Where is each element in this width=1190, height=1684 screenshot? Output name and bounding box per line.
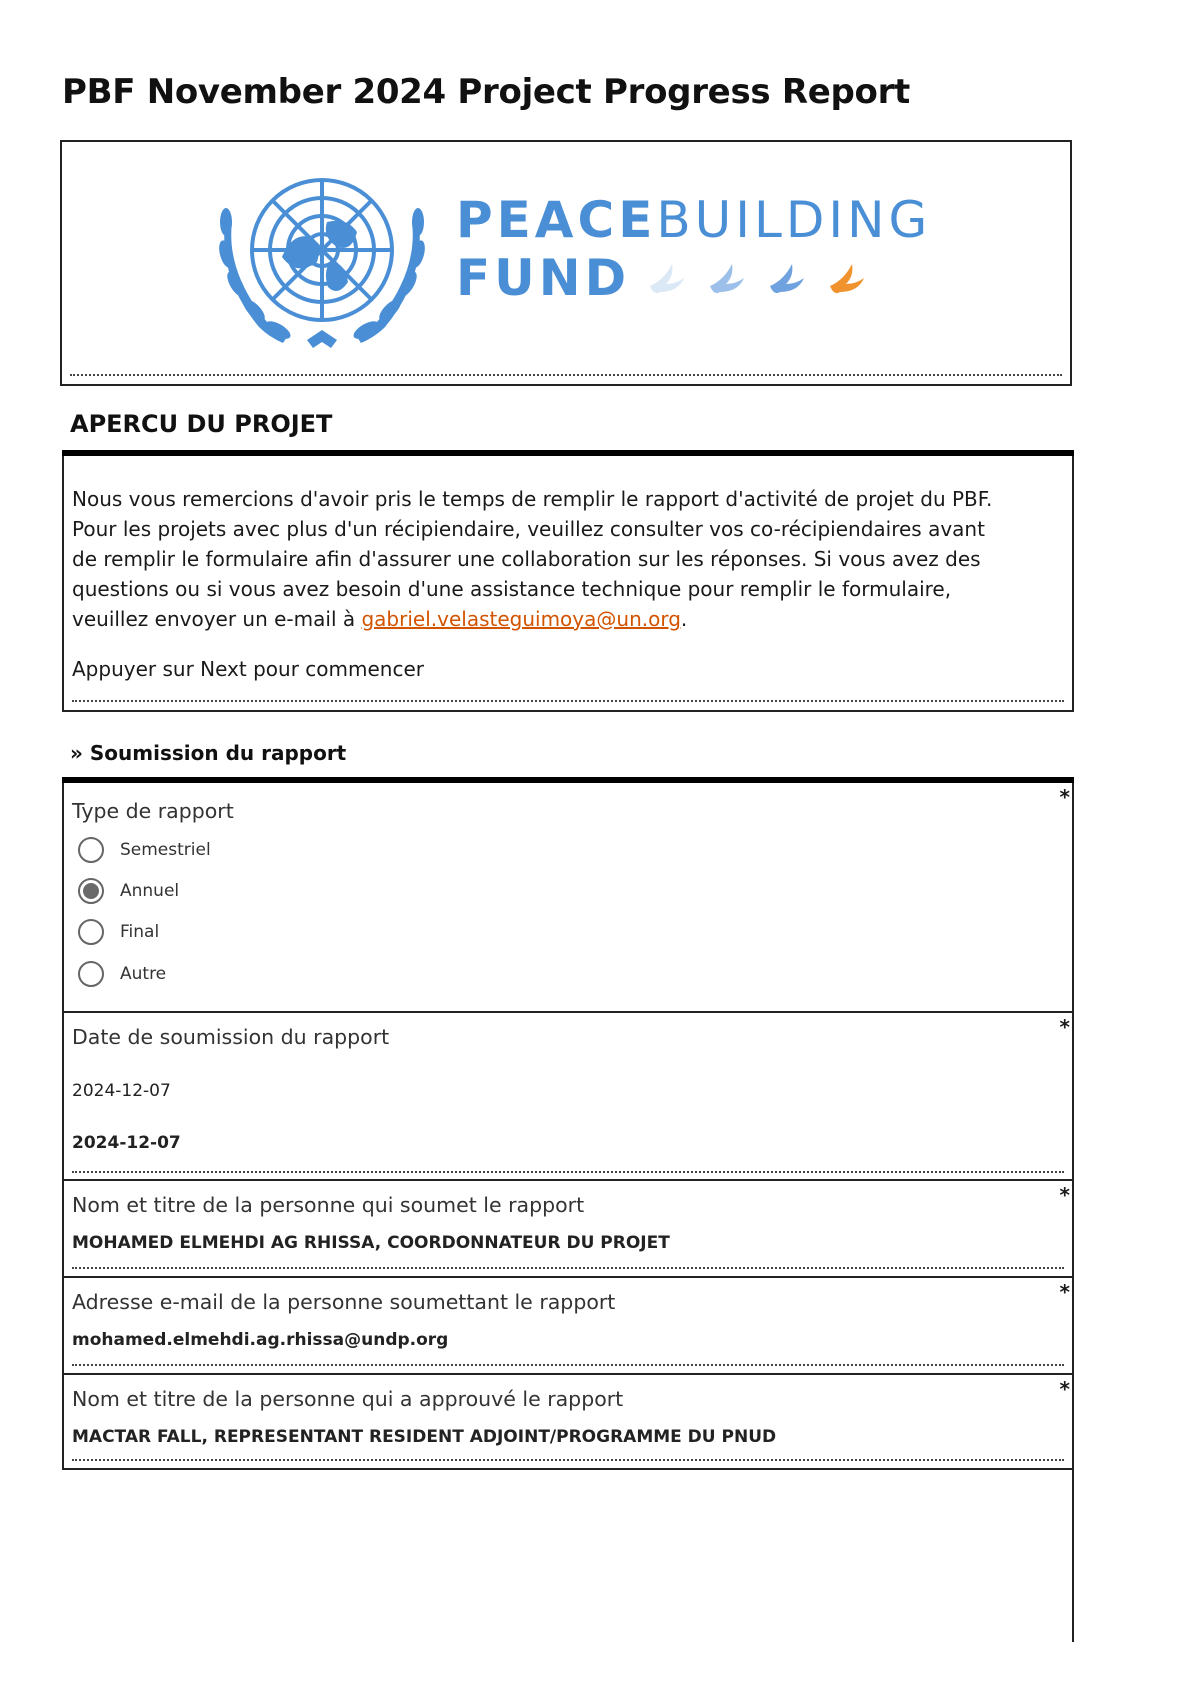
logo-building: BUILDING [656,191,932,249]
radio-label: Autre [120,964,167,984]
logo-fund: FUND [456,249,631,307]
approver-name-value: MACTAR FALL, REPRESENTANT RESIDENT ADJOINT/PROGRAMME DU PNUD [72,1427,777,1447]
radio-button[interactable] [78,837,104,863]
report-type-question [62,783,1074,1013]
radio-button[interactable] [78,919,104,945]
radio-label: Final [120,922,160,942]
submitter-email-value: mohamed.elmehdi.ag.rhissa@undp.org [72,1330,449,1350]
intro-box [62,456,1074,712]
intro-text-block [72,484,1012,684]
required-mark: * [1059,1015,1070,1039]
logo-box [60,140,1072,386]
required-mark: * [1059,1280,1070,1304]
logo-wordmark [456,192,931,308]
dotted-divider [72,1171,1064,1173]
submission-date-label: Date de soumission du rapport [72,1025,390,1049]
radio-selected-dot [83,883,99,899]
dotted-divider [72,1267,1064,1269]
required-mark: * [1059,785,1070,809]
intro-paragraph: Nous vous remercions d'avoir pris le temps de remplir le rapport d'activité de projet du PBF. Pour les projets avec plus d'un récipiendaire, veuillez consulter vos co-récipiendaires avant de remplir le formulaire afin d'assurer une collaboration sur les réponses. Si vous avez des questions ou si vous avez besoin d'une assistance technique pour remplir le formulaire, veuillez envoyer un e-mail à [72,487,993,631]
radio-button[interactable] [78,961,104,987]
overview-heading: APERCU DU PROJET [70,410,333,438]
doves-icon [646,256,876,300]
approver-name-label: Nom et titre de la personne qui a approuvé le rapport [72,1387,624,1411]
radio-label: Semestriel [120,840,211,860]
submission-date-value: 2024-12-07 [72,1133,181,1153]
submission-date-question [62,1011,1074,1181]
dotted-divider [72,700,1064,702]
radio-option-annuel[interactable] [78,876,179,906]
submitter-email-label: Adresse e-mail de la personne soumettant le rapport [72,1290,616,1314]
logo-peace: PEACE [456,191,657,249]
dotted-divider [70,374,1062,376]
radio-label: Annuel [120,881,180,901]
submitter-name-label: Nom et titre de la personne qui soumet le rapport [72,1193,585,1217]
report-type-label: Type de rapport [72,799,234,823]
support-email-link[interactable]: gabriel.velasteguimoya@un.org [361,607,681,631]
submission-date-input[interactable]: 2024-12-07 [72,1081,171,1101]
radio-option-semestriel[interactable] [78,835,211,865]
submitter-email-question [62,1276,1074,1375]
submission-heading: » Soumission du rapport [70,741,347,765]
submitter-name-question [62,1179,1074,1278]
un-emblem-icon [212,162,432,358]
page-title: PBF November 2024 Project Progress Report [62,72,911,112]
radio-option-final[interactable] [78,917,159,947]
required-mark: * [1059,1183,1070,1207]
required-mark: * [1059,1377,1070,1401]
dotted-divider [72,1364,1064,1366]
right-border-rule [1072,1464,1074,1642]
next-hint: Appuyer sur Next pour commencer [72,657,424,681]
radio-option-autre[interactable] [78,959,166,989]
approver-name-question [62,1373,1074,1470]
submitter-name-value: MOHAMED ELMEHDI AG RHISSA, COORDONNATEUR DU PROJET [72,1233,670,1253]
dotted-divider [72,1459,1064,1461]
intro-period: . [680,607,688,631]
radio-button-selected[interactable] [78,878,104,904]
